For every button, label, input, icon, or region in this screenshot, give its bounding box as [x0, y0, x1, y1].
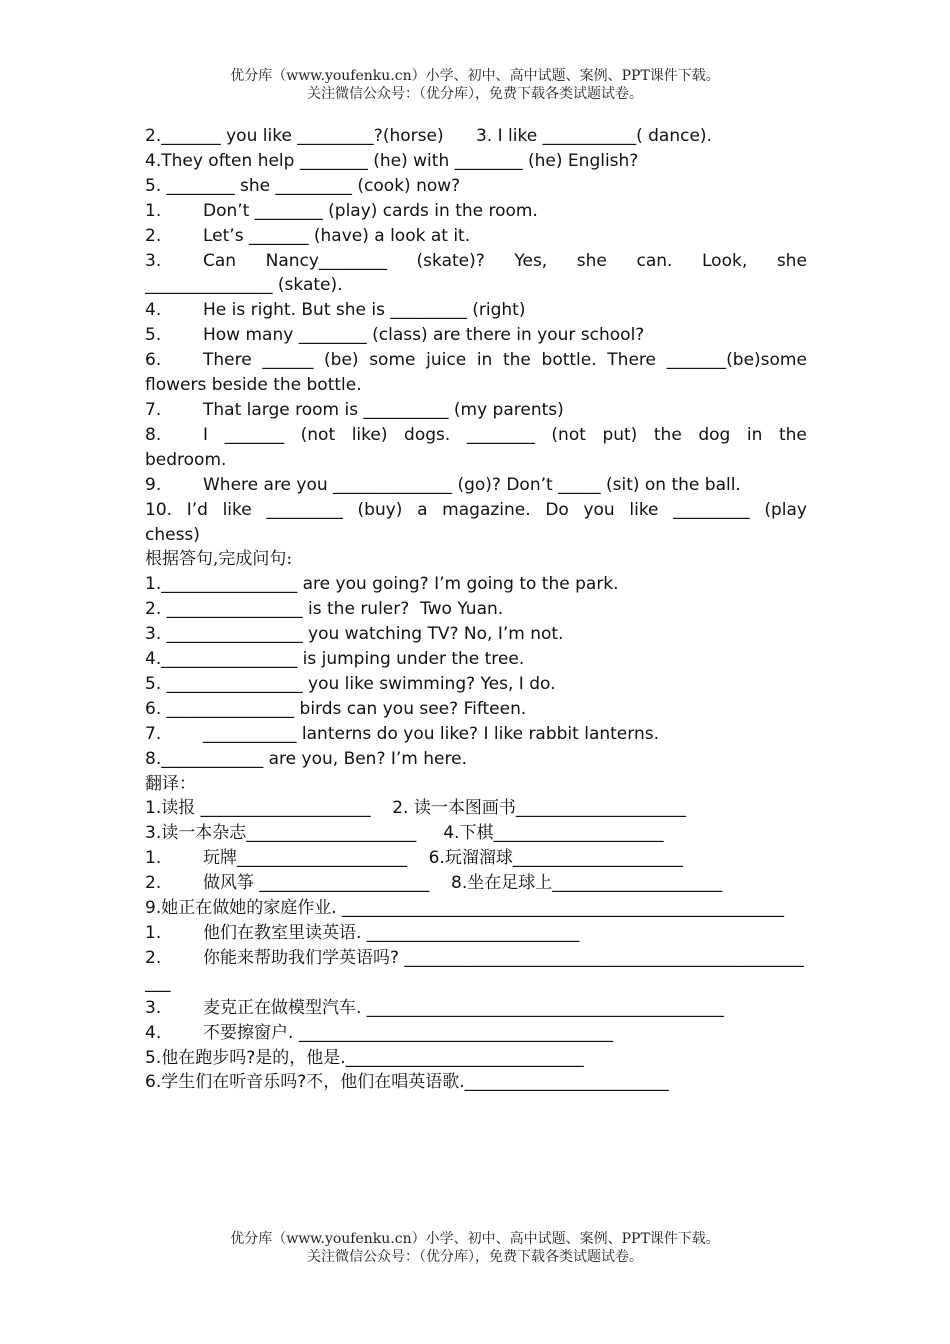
- header-line-1: 优分库（www.youfenku.cn）小学、初中、高中试题、案例、PPT课件下载。: [230, 68, 720, 84]
- word: a: [417, 499, 428, 520]
- word: dogs.: [404, 424, 451, 445]
- worksheet-line: [145, 572, 807, 597]
- line-text: 玩牌____________________ 6.玩溜溜球____________________: [203, 848, 683, 869]
- word: (play: [764, 499, 807, 520]
- worksheet-line: [145, 846, 807, 871]
- word: ________: [466, 424, 535, 445]
- line-text: ___________ lanterns do you like? I like rabbit lanterns.: [203, 723, 659, 744]
- worksheet-line: [145, 1021, 807, 1046]
- word: Do: [545, 499, 569, 520]
- item-number: 3.: [145, 997, 162, 1018]
- word: you: [583, 499, 615, 520]
- line-text: 1.读报 ____________________ 2. 读一本图画书____________________: [145, 798, 686, 819]
- footer-line-1: 优分库（www.youfenku.cn）小学、初中、高中试题、案例、PPT课件下载。: [230, 1231, 720, 1247]
- worksheet-line: [145, 1070, 807, 1095]
- worksheet-line: [145, 996, 807, 1021]
- item-number: 4.: [145, 1022, 162, 1043]
- line-text: 他们在教室里读英语. _________________________: [203, 923, 580, 943]
- page-footer: [0, 1230, 950, 1266]
- worksheet-line: [145, 423, 807, 448]
- word: can.: [636, 250, 673, 271]
- item-number: 4.: [145, 300, 162, 321]
- item-number: 1.: [145, 848, 162, 869]
- line-text: [203, 423, 807, 448]
- line-text: 翻译：: [145, 773, 196, 794]
- worksheet-line: [145, 722, 807, 747]
- line-text: 不要擦窗户. _____________________________________: [203, 1022, 614, 1043]
- word: the: [778, 424, 807, 445]
- worksheet-line: [145, 124, 807, 149]
- worksheet-line: [145, 796, 807, 821]
- word: juice: [426, 350, 467, 371]
- worksheet-line: [145, 199, 807, 224]
- line-text: chess): [145, 524, 200, 545]
- item-number: 3.: [145, 250, 162, 271]
- worksheet-line: [145, 498, 807, 523]
- line-text: bedroom.: [145, 449, 227, 470]
- line-text: 你能来帮助我们学英语吗? _______________________________________________: [203, 947, 804, 968]
- line-text: flowers beside the bottle.: [145, 375, 362, 396]
- line-text: 6.学生们在听音乐吗?不，他们在唱英语歌.________________________: [145, 1072, 669, 1093]
- word: like: [222, 499, 252, 520]
- word: like: [629, 499, 659, 520]
- worksheet-line: [145, 547, 807, 572]
- line-text: 麦克正在做模型汽车. __________________________________________: [203, 997, 724, 1018]
- line-text: 4.________________ is jumping under the tree.: [145, 649, 525, 670]
- item-number: 6.: [145, 350, 162, 371]
- word: _________: [266, 499, 343, 520]
- worksheet-line: [145, 946, 807, 971]
- word: ______: [262, 350, 314, 371]
- worksheet-line: [145, 473, 807, 498]
- worksheet-line: [145, 323, 807, 348]
- worksheet-line: [145, 821, 807, 846]
- worksheet-line: [145, 971, 807, 996]
- line-text: [203, 348, 807, 373]
- worksheet-line: [145, 348, 807, 373]
- word: the: [653, 424, 682, 445]
- worksheet-line: [145, 149, 807, 174]
- worksheet-line: [145, 298, 807, 323]
- page-header: [0, 67, 950, 103]
- word: (not: [300, 424, 336, 445]
- line-text: 5. ________________ you like swimming? Yes, I do.: [145, 673, 556, 694]
- worksheet-line: [145, 398, 807, 423]
- worksheet-line: [145, 448, 807, 473]
- item-number: 7.: [145, 399, 162, 420]
- word: Nancy________: [265, 250, 387, 271]
- word: dog: [698, 424, 731, 445]
- word: magazine.: [442, 499, 531, 520]
- line-text: _______________ (skate).: [145, 275, 343, 296]
- word: (buy): [357, 499, 403, 520]
- word: (skate)?: [416, 250, 485, 271]
- word: _______: [224, 424, 285, 445]
- worksheet-line: [145, 597, 807, 622]
- word: she: [776, 250, 807, 271]
- line-text: Where are you ______________ (go)? Don’t _____ (sit) on the ball.: [203, 474, 741, 495]
- item-number: 2.: [145, 947, 162, 968]
- word: _________: [673, 499, 750, 520]
- line-text: 根据答句,完成问句:: [145, 549, 293, 570]
- worksheet-line: [145, 249, 807, 274]
- word: 10.: [145, 499, 173, 520]
- item-number: 5.: [145, 325, 162, 346]
- worksheet-line: [145, 697, 807, 722]
- worksheet-line: [145, 1046, 807, 1071]
- worksheet-line: [145, 647, 807, 672]
- line-text: ___: [145, 972, 171, 993]
- worksheet-line: [145, 772, 807, 797]
- line-text: He is right. But she is _________ (right): [203, 300, 526, 321]
- item-number: 2.: [145, 225, 162, 246]
- line-text: Let’s _______ (have) a look at it.: [203, 225, 471, 246]
- item-number: 2.: [145, 873, 162, 894]
- line-text: 4.They often help ________ (he) with ________ (he) English?: [145, 150, 639, 171]
- line-text: 6. _______________ birds can you see? Fifteen.: [145, 698, 527, 719]
- word: Can: [203, 250, 237, 271]
- line-text: 8.____________ are you, Ben? I’m here.: [145, 748, 467, 769]
- word: I’d: [186, 499, 208, 520]
- worksheet-line: [145, 224, 807, 249]
- worksheet-line: [145, 672, 807, 697]
- word: she: [576, 250, 607, 271]
- word: in: [476, 350, 493, 371]
- worksheet-line: [145, 174, 807, 199]
- item-number: 1.: [145, 923, 162, 943]
- item-number: 7.: [145, 723, 162, 744]
- worksheet-line: [145, 896, 807, 921]
- line-text: 9.她正在做她的家庭作业. ____________________________________________________: [145, 898, 785, 919]
- item-number: 1.: [145, 200, 162, 221]
- worksheet-line: [145, 921, 807, 946]
- word: Yes,: [514, 250, 548, 271]
- line-text: 5. ________ she _________ (cook) now?: [145, 175, 461, 196]
- worksheet-line: [145, 273, 807, 298]
- header-line-2: 关注微信公众号：（优分库），免费下载各类试题试卷。: [307, 86, 643, 102]
- word: (be): [324, 350, 359, 371]
- line-text: [203, 249, 807, 274]
- word: some: [369, 350, 416, 371]
- word: Look,: [702, 250, 748, 271]
- word: (not: [551, 424, 586, 445]
- word: in: [746, 424, 763, 445]
- line-text: That large room is __________ (my parents): [203, 399, 564, 420]
- word: I: [203, 424, 209, 445]
- footer-line-2: 关注微信公众号：（优分库），免费下载各类试题试卷。: [307, 1249, 643, 1265]
- line-text: [145, 498, 807, 523]
- worksheet-line: [145, 871, 807, 896]
- line-text: 5.他在跑步吗?是的，他是.____________________________: [145, 1047, 584, 1068]
- worksheet-line: [145, 747, 807, 772]
- worksheet-line: [145, 523, 807, 548]
- line-text: 2._______ you like _________?(horse) 3. I like ___________( dance).: [145, 126, 712, 146]
- line-text: 3.读一本杂志____________________ 4.下棋____________________: [145, 823, 664, 844]
- word: put): [602, 424, 638, 445]
- line-text: 2. ________________ is the ruler? Two Yuan.: [145, 599, 504, 620]
- worksheet-body: [145, 124, 807, 1095]
- worksheet-line: [145, 622, 807, 647]
- line-text: How many ________ (class) are there in your school?: [203, 325, 645, 346]
- item-number: 8.: [145, 424, 162, 445]
- line-text: 1.________________ are you going? I’m going to the park.: [145, 574, 619, 595]
- line-text: 3. ________________ you watching TV? No, I’m not.: [145, 624, 564, 645]
- word: bottle.: [541, 350, 597, 371]
- word: the: [502, 350, 531, 371]
- item-number: 9.: [145, 474, 162, 495]
- word: There: [203, 350, 252, 371]
- word: There: [607, 350, 656, 371]
- line-text: 做风筝 ____________________ 8.坐在足球上____________________: [203, 873, 723, 894]
- word: _______(be)some: [666, 350, 807, 371]
- line-text: Don’t ________ (play) cards in the room.: [203, 200, 538, 221]
- worksheet-line: [145, 373, 807, 398]
- word: like): [351, 424, 388, 445]
